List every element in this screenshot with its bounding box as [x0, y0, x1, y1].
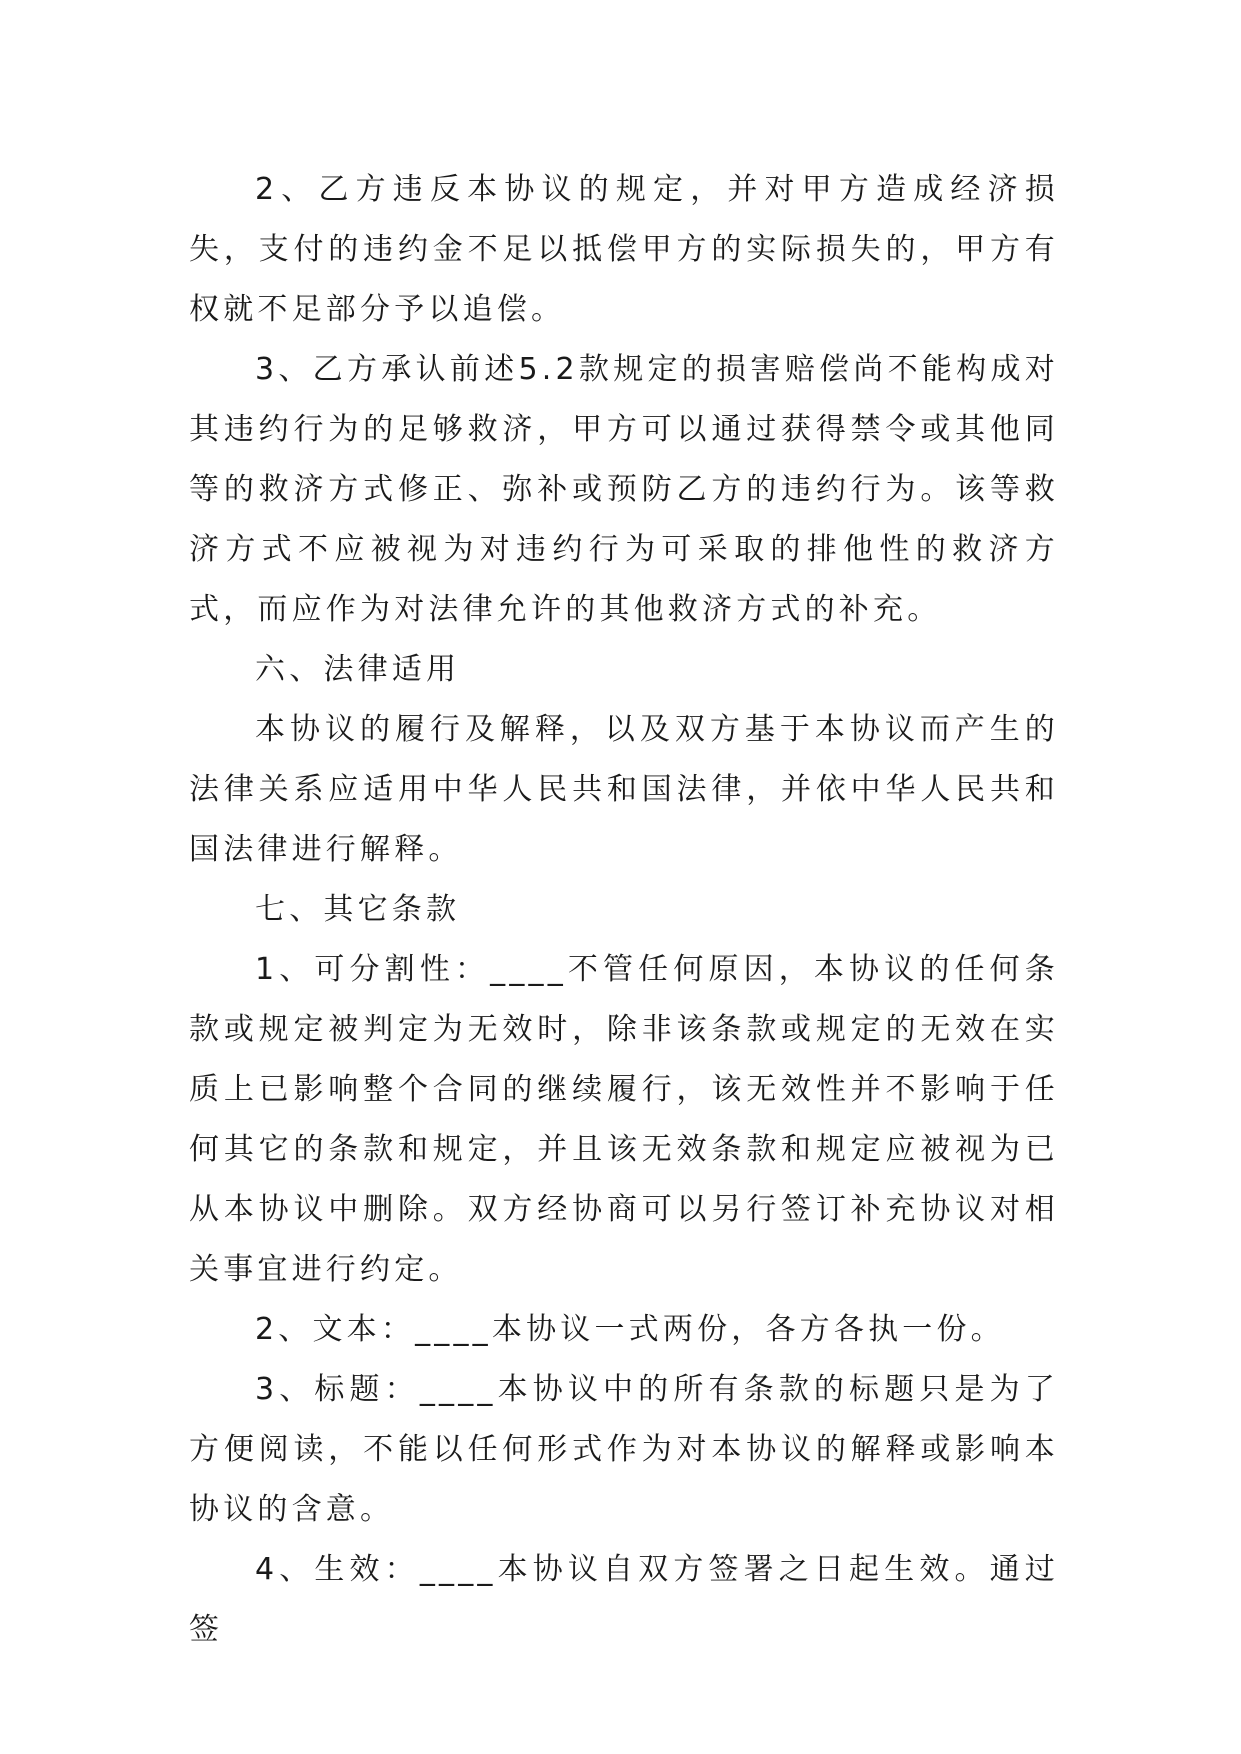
- section-heading-other-terms: 七、其它条款: [255, 892, 461, 927]
- headings-paragraph: 3、标题：____本协议中的所有条款的标题只是为了方便阅读，不能以任何形式作为对本协议的解释或影响本协议的含意。: [189, 1372, 1059, 1527]
- document-body: [189, 160, 1059, 1660]
- counterparts-paragraph: 2、文本：____本协议一式两份，各方各执一份。: [255, 1312, 1005, 1347]
- governing-law-paragraph: 本协议的履行及解释，以及双方基于本协议而产生的法律关系应适用中华人民共和国法律，并依中华人民共和国法律进行解释。: [189, 712, 1059, 867]
- effectiveness-paragraph: 4、生效：____本协议自双方签署之日起生效。通过签: [189, 1552, 1059, 1647]
- clause-5-3-paragraph: 3、乙方承认前述5.2款规定的损害赔偿尚不能构成对其违约行为的足够救济，甲方可以通过获得禁令或其他同等的救济方式修正、弥补或预防乙方的违约行为。该等救济方式不应被视为对违约行为可采取的排他性的救济方式，而应作为对法律允许的其他救济方式的补充。: [189, 352, 1059, 627]
- section-heading-governing-law: 六、法律适用: [255, 652, 461, 687]
- clause-5-2-paragraph: 2、乙方违反本协议的规定，并对甲方造成经济损失，支付的违约金不足以抵偿甲方的实际损失的，甲方有权就不足部分予以追偿。: [189, 172, 1059, 327]
- severability-paragraph: 1、可分割性：____不管任何原因，本协议的任何条款或规定被判定为无效时，除非该条款或规定的无效在实质上已影响整个合同的继续履行，该无效性并不影响于任何其它的条款和规定，并且该无效条款和规定应被视为已从本协议中删除。双方经协商可以另行签订补充协议对相关事宜进行约定。: [189, 952, 1059, 1287]
